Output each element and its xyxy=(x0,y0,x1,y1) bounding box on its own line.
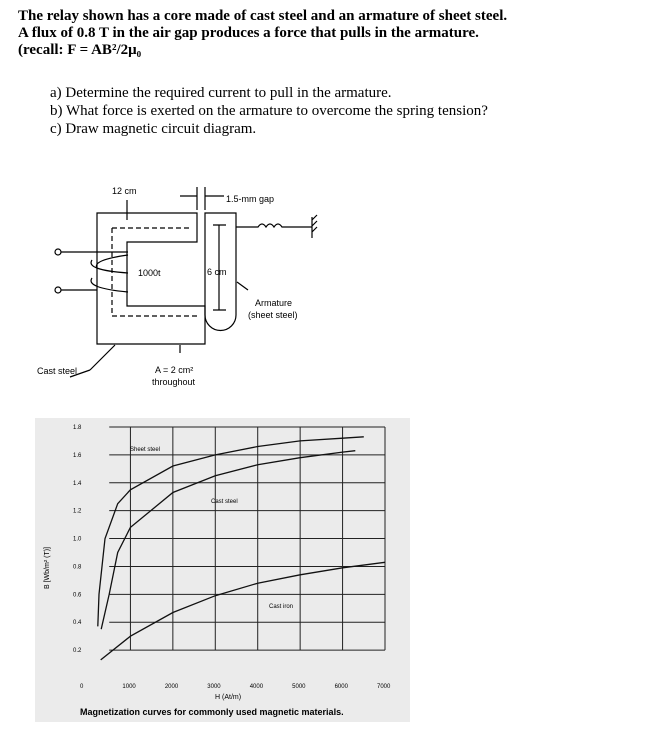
label-12cm: 12 cm xyxy=(112,186,137,196)
chart-title: Magnetization curves for commonly used magnetic materials. xyxy=(80,707,344,717)
y-tick-label: 1.4 xyxy=(73,480,82,487)
spring xyxy=(236,215,317,238)
y-tick-label: 1.8 xyxy=(73,425,82,431)
magnetization-chart xyxy=(35,418,410,722)
relay-diagram xyxy=(0,170,340,400)
curve-label: Sheet steel xyxy=(130,447,161,453)
label-sheet-steel: (sheet steel) xyxy=(248,310,298,320)
problem-statement xyxy=(18,8,507,59)
x-tick-label: 3000 xyxy=(207,684,221,690)
x-tick-label: 1000 xyxy=(122,684,136,690)
y-tick-label: 1.6 xyxy=(73,452,82,459)
gap-marks xyxy=(180,187,224,210)
curve-label: Cast iron xyxy=(269,604,294,610)
y-tick-label: 1.0 xyxy=(73,536,82,543)
y-tick-label: 1.2 xyxy=(73,508,82,515)
x-tick-label: 7000 xyxy=(377,684,391,690)
label-area: A = 2 cm² xyxy=(155,365,194,375)
label-throughout: throughout xyxy=(152,377,196,387)
y-tick-label: 0.6 xyxy=(73,592,82,599)
label-armature: Armature xyxy=(255,298,293,308)
part-b: b) What force is exerted on the armature to overcome the spring tension? xyxy=(50,103,488,119)
problem-line-3: (recall: F = AB²/2μ₀ xyxy=(18,42,142,58)
x-tick-label: 2000 xyxy=(164,684,179,690)
x-tick-label: 4000 xyxy=(249,684,264,690)
y-tick-label: 0.2 xyxy=(73,648,82,655)
y-tick-label: 0.8 xyxy=(73,564,82,571)
y-axis-label: B [Wb/m² (T)] xyxy=(44,547,51,589)
terminal-bottom xyxy=(55,287,61,293)
curve-label: Cast steel xyxy=(211,499,238,505)
x-tick-label: 5000 xyxy=(292,684,306,690)
y-tick-label: 0.4 xyxy=(73,620,82,627)
coil xyxy=(60,252,128,292)
terminal-top xyxy=(55,249,61,255)
core xyxy=(97,213,205,344)
label-turns: 1000t xyxy=(138,268,161,278)
problem-line-2: A flux of 0.8 T in the air gap produces a force that pulls in the armature. xyxy=(18,25,479,41)
problem-parts xyxy=(50,84,488,138)
label-6cm: 6 cm xyxy=(207,267,227,277)
label-cast-steel: Cast steel xyxy=(37,366,78,376)
part-c: c) Draw magnetic circuit diagram. xyxy=(50,121,257,137)
x-tick-label: 0 xyxy=(80,684,84,690)
x-axis-label: H (At/m) xyxy=(215,694,242,701)
problem-line-1: The relay shown has a core made of cast steel and an armature of sheet steel. xyxy=(18,8,508,24)
x-tick-label: 6000 xyxy=(334,684,348,690)
label-gap: 1.5-mm gap xyxy=(226,194,275,204)
part-a: a) Determine the required current to pull in the armature. xyxy=(50,85,392,101)
chart-background xyxy=(35,418,410,722)
